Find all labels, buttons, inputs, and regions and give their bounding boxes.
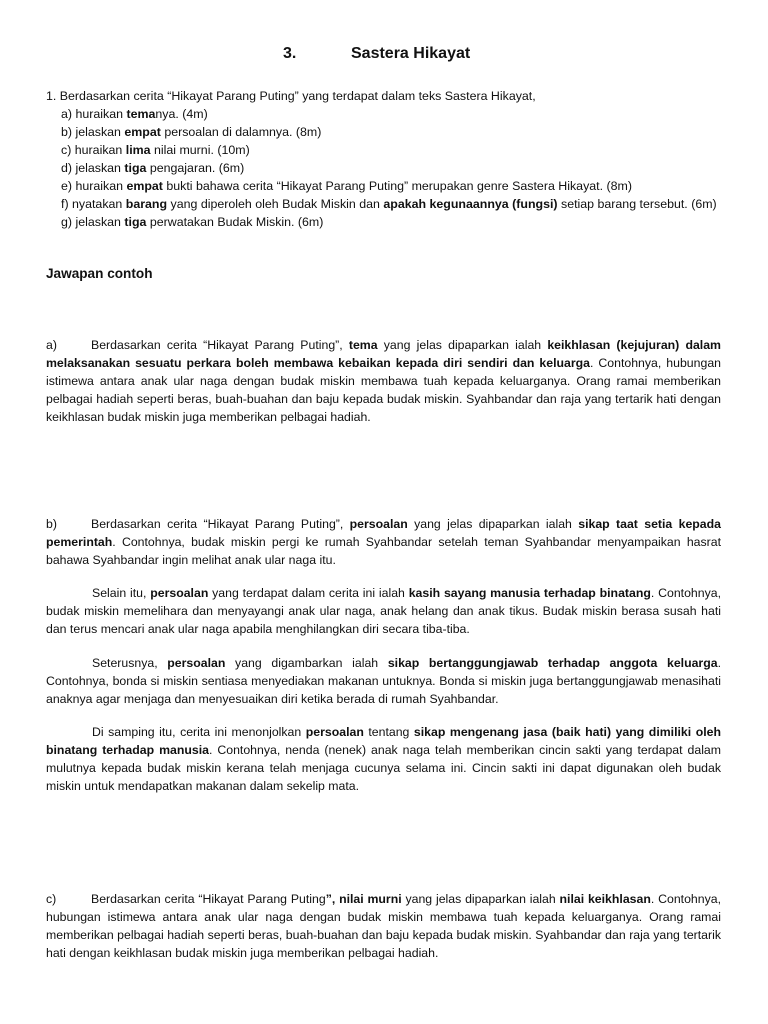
answer-a xyxy=(46,336,721,426)
answer-b-paragraph-3: Seterusnya, persoalan yang digambarkan ialah sikap bertanggungjawab terhadap anggota keluarga. Contohnya, bonda si miskin sentiasa menyediakan makanan untuknya. Bonda si miskin juga bertanggungjawab menasihati anaknya agar menjaga dan menyesuaikan diri ketika berada di rumah Syahbandar. xyxy=(46,655,721,706)
question-e: e) huraikan empat bukti bahawa cerita “Hikayat Parang Puting” merupakan genre Sastera Hikayat. (8m) xyxy=(61,179,632,193)
question-c: c) huraikan lima nilai murni. (10m) xyxy=(61,143,250,157)
question-a: a) huraikan temanya. (4m) xyxy=(61,107,208,121)
answer-c-paragraph: c) Berdasarkan cerita “Hikayat Parang Puting”, nilai murni yang jelas dipaparkan ialah nilai keikhlasan. Contohnya, hubungan istimewa antara anak ular naga dengan budak miskin membawa tuah kepada keluarganya. Orang ramai memberikan pelbagai hadiah seperti beras, buah-buahan dan baju kepada budak miskin. Syahbandar dan raja yang tertarik hati dengan keikhlasan budak miskin juga memberikan pelbagai hadiah. xyxy=(46,892,721,961)
question-b: b) jelaskan empat persoalan di dalamnya. (8m) xyxy=(61,125,322,139)
section-heading xyxy=(0,45,768,69)
question-list xyxy=(46,87,736,231)
question-intro: 1. Berdasarkan cerita “Hikayat Parang Puting” yang terdapat dalam teks Sastera Hikayat, xyxy=(46,89,536,103)
question-f: f) nyatakan barang yang diperoleh oleh Budak Miskin dan apakah kegunaannya (fungsi) setiap barang tersebut. (6m) xyxy=(61,197,717,211)
answer-b xyxy=(46,515,721,795)
answer-c-label: c) xyxy=(46,892,57,906)
answer-b-paragraph-4: Di samping itu, cerita ini menonjolkan persoalan tentang sikap mengenang jasa (baik hati) yang dimiliki oleh binatang terhadap manusia. Contohnya, nenda (nenek) anak naga telah memberikan cincin sakti yang terdapat dalam mulutnya kepada budak miskin kerana telah menjaga cucunya selama ini. Cincin sakti ini dapat digunakan oleh budak miskin untuk mendapatkan makanan dalam sekelip mata. xyxy=(46,724,722,794)
question-d: d) jelaskan tiga pengajaran. (6m) xyxy=(61,161,245,175)
answer-b-paragraph-2: Selain itu, persoalan yang terdapat dalam cerita ini ialah kasih sayang manusia terhadap binatang. Contohnya, budak miskin memelihara dan menyayangi anak ular naga, anak helang dan anak tikus. Budak miskin berasa susah hati dan terus mencari anak ular naga apabila menghilangkan diri secara tiba-tiba. xyxy=(46,586,722,637)
section-number: 3. xyxy=(283,45,297,62)
answer-c xyxy=(46,890,721,962)
answer-a-paragraph: a) Berdasarkan cerita “Hikayat Parang Puting”, tema yang jelas dipaparkan ialah keikhlasan (kejujuran) dalam melaksanakan sesuatu perkara boleh membawa kebaikan kepada diri sendiri dan keluarga. Contohnya, hubungan istimewa antara anak ular naga dengan budak miskin membawa tuah kepada keluarganya. Orang ramai memberikan pelbagai hadiah seperti beras, buah-buahan dan baju kepada budak miskin. Syahbandar dan raja yang tertarik hati dengan keikhlasan budak miskin juga memberikan pelbagai hadiah. xyxy=(46,338,721,425)
answer-b-paragraph-1: b) Berdasarkan cerita “Hikayat Parang Puting”, persoalan yang jelas dipaparkan ialah sikap taat setia kepada pemerintah. Contohnya, budak miskin pergi ke rumah Syahbandar setelah teman Syahbandar menyampaikan hasrat bahawa Syahbandar ingin melihat anak ular naga itu. xyxy=(46,517,721,568)
section-title: Sastera Hikayat xyxy=(351,45,471,62)
question-g: g) jelaskan tiga perwatakan Budak Miskin. (6m) xyxy=(61,215,324,229)
sample-answers-heading: Jawapan contoh xyxy=(46,266,153,281)
answer-a-label: a) xyxy=(46,338,57,352)
answer-b-label: b) xyxy=(46,517,57,531)
